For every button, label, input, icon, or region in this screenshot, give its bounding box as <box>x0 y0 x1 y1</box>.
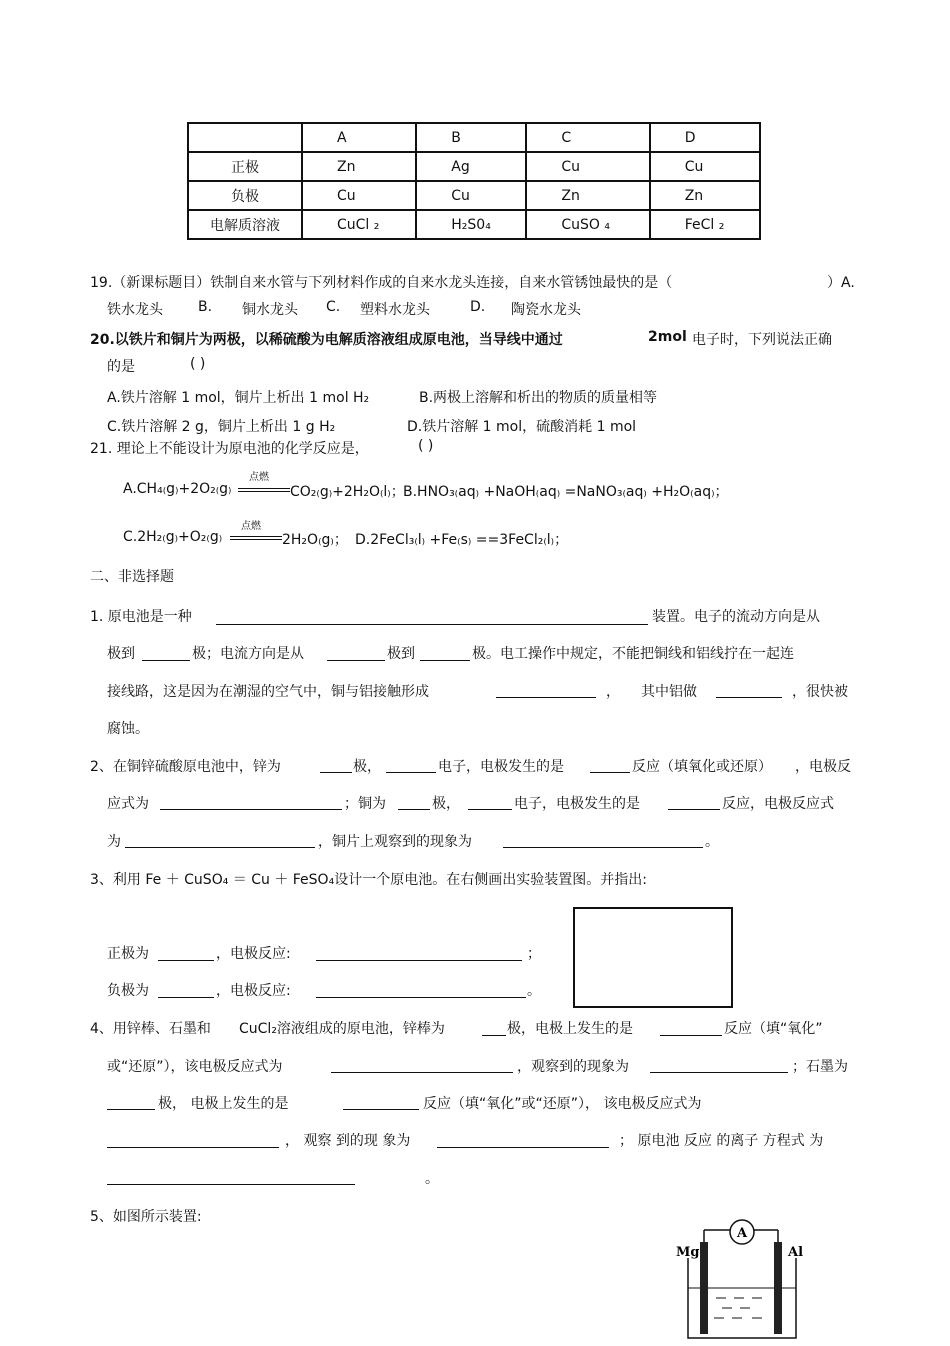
q21-paren: ( ) <box>418 438 434 454</box>
equals-arrow <box>238 488 290 492</box>
q21-stem: 21. 理论上不能设计为原电池的化学反应是， <box>90 441 369 457</box>
section-title: 二、非选择题 <box>90 569 174 585</box>
p3-positive-c: ； <box>527 946 541 962</box>
p4-line4a: ， 观察 到的现 象为 <box>285 1133 411 1149</box>
q21-option-b: B.HNO₃₍aq₎ +NaOH₍aq₎ =NaNO₃₍aq₎ +H₂O₍aq₎； <box>403 484 729 500</box>
blank-input[interactable] <box>650 1072 788 1073</box>
blank-input[interactable] <box>158 960 214 961</box>
blank-input[interactable] <box>668 809 720 810</box>
p2-line1c: 电子，电极发生的是 <box>438 759 564 775</box>
p1-line2b: 极；电流方向是从 <box>192 646 304 662</box>
al-electrode <box>774 1242 782 1334</box>
table-header-a: A <box>302 123 416 152</box>
q21-option-a-left: A.CH₄₍g₎+2O₂₍g₎ <box>123 481 232 497</box>
table-cell: FeCl ₂ <box>650 210 760 239</box>
blank-input[interactable] <box>160 809 342 810</box>
p5-stem: 5、如图所示装置: <box>90 1209 202 1225</box>
blank-input[interactable] <box>331 1072 513 1073</box>
q20-stem-text: 20.以铁片和铜片为两极，以稀硫酸为电解质溶液组成原电池，当导线中通过 <box>90 332 563 348</box>
p1-line3c: 其中铝做 <box>641 684 697 700</box>
q21-option-c-left: C.2H₂₍g₎+O₂₍g₎ <box>123 529 223 545</box>
q19-option-c: 塑料水龙头 <box>360 302 430 318</box>
q19-label-b: B. <box>198 299 213 315</box>
p2-line1e: ，电极反 <box>795 759 851 775</box>
p2-line1b: 极， <box>353 759 381 775</box>
q19-stem-end: ）A. <box>827 275 855 291</box>
blank-input[interactable] <box>398 809 430 810</box>
q20-option-d: D.铁片溶解 1 mol，硫酸消耗 1 mol <box>407 419 637 435</box>
q21-condition-a: 点燃 <box>249 472 269 483</box>
table-cell: CuSO ₄ <box>526 210 649 239</box>
blank-input[interactable] <box>420 660 470 661</box>
p4-line1d: 反应（填“氧化” <box>724 1021 823 1037</box>
p2-line3b: ，铜片上观察到的现象为 <box>318 834 472 850</box>
p4-line2c: ；石墨为 <box>792 1059 848 1075</box>
mg-label: Mg <box>676 1245 700 1260</box>
p4-line2a: 或“还原”），该电极反应式为 <box>107 1059 283 1075</box>
q19-label-c: C. <box>326 299 341 315</box>
q21-condition-c: 点燃 <box>241 521 261 532</box>
p2-line1d: 反应（填氧化或还原） <box>632 759 772 775</box>
p3-stem: 3、利用 Fe ＋ CuSO₄ ＝ Cu ＋ FeSO₄设计一个原电池。在右侧画出实验装置图。并指出: <box>90 872 647 888</box>
row-label-negative: 负极 <box>188 181 302 210</box>
blank-input[interactable] <box>343 1109 419 1110</box>
table-cell: Cu <box>526 152 649 181</box>
p2-line3c: 。 <box>705 834 719 850</box>
blank-input[interactable] <box>468 809 512 810</box>
blank-input[interactable] <box>158 997 214 998</box>
q21-option-a-right: CO₂₍g₎+2H₂O₍l₎； <box>290 484 405 500</box>
table-row <box>188 152 760 181</box>
blank-input[interactable] <box>142 660 190 661</box>
blank-input[interactable] <box>125 847 315 848</box>
p1-line3a: 接线路，这是因为在潮湿的空气中，铜与铝接触形成 <box>107 684 429 700</box>
p4-line4b: ； 原电池 反应 的离子 方程式 为 <box>619 1133 824 1149</box>
blank-input[interactable] <box>590 772 630 773</box>
q19-option-a: 铁水龙头 <box>107 302 163 318</box>
p4-line3a: 极， 电极上发生的是 <box>158 1096 289 1112</box>
table-cell: Cu <box>650 152 760 181</box>
blank-input[interactable] <box>316 997 526 998</box>
table-header-d: D <box>650 123 760 152</box>
q20-stem <box>90 329 563 349</box>
blank-input[interactable] <box>482 1035 506 1036</box>
table-cell: Ag <box>416 152 526 181</box>
p1-line2d: 极。电工操作中规定，不能把铜线和铝线拧在一起连 <box>472 646 794 662</box>
ammeter-label: A <box>736 1226 748 1241</box>
table-cell: Zn <box>302 152 416 181</box>
row-label-positive: 正极 <box>188 152 302 181</box>
p2-line2a: 应式为 <box>107 796 149 812</box>
blank-input[interactable] <box>327 660 385 661</box>
p4-line3b: 反应（填“氧化”或“还原”）， 该电极反应式为 <box>423 1096 702 1112</box>
q19-stem: 19.（新课标题目）铁制自来水管与下列材料作成的自来水龙头连接，自来水管锈蚀最快的是（ <box>90 275 673 291</box>
p1-line4: 腐蚀。 <box>107 721 149 737</box>
options-table <box>187 122 761 240</box>
blank-input[interactable] <box>503 847 703 848</box>
p1-line2a: 极到 <box>107 646 135 662</box>
table-cell: Zn <box>650 181 760 210</box>
blank-input[interactable] <box>660 1035 722 1036</box>
p4-line5: 。 <box>425 1171 439 1187</box>
mg-electrode <box>700 1242 708 1334</box>
blank-input[interactable] <box>386 772 436 773</box>
blank-input[interactable] <box>496 697 596 698</box>
p3-negative-a: 负极为 <box>107 983 149 999</box>
table-cell: H₂S0₄ <box>416 210 526 239</box>
p2-line2c: 极， <box>432 796 460 812</box>
p3-negative-c: 。 <box>527 983 541 999</box>
blank-input[interactable] <box>320 772 352 773</box>
blank-input[interactable] <box>216 624 648 625</box>
electrochemical-cell-diagram <box>670 1212 810 1342</box>
q20-option-a: A.铁片溶解 1 mol，铜片上析出 1 mol H₂ <box>107 390 370 406</box>
p2-line2b: ；铜为 <box>344 796 386 812</box>
q19-option-b: 铜水龙头 <box>242 302 298 318</box>
table-row <box>188 181 760 210</box>
row-label-electrolyte: 电解质溶液 <box>188 210 302 239</box>
solution <box>714 1298 762 1318</box>
table-cell: CuCl ₂ <box>302 210 416 239</box>
q20-stem-end: 电子时，下列说法正确 <box>692 332 832 348</box>
q19-label-d: D. <box>470 299 486 315</box>
q19-option-d: 陶瓷水龙头 <box>511 302 581 318</box>
p3-negative-b: ，电极反应: <box>216 983 291 999</box>
drawing-box[interactable] <box>573 907 733 1008</box>
p2-line2d: 电子，电极发生的是 <box>514 796 640 812</box>
p4-line1c: 极，电极上发生的是 <box>507 1021 633 1037</box>
blank-input[interactable] <box>107 1184 355 1185</box>
table-corner <box>188 123 302 152</box>
blank-input[interactable] <box>716 697 782 698</box>
table-header-row <box>188 123 760 152</box>
q20-option-b: B.两极上溶解和析出的物质的质量相等 <box>419 390 658 406</box>
table-cell: Cu <box>302 181 416 210</box>
q20-paren: ( ) <box>190 356 206 372</box>
p4-line1b: CuCl₂溶液组成的原电池，锌棒为 <box>239 1021 445 1037</box>
p1-line3b: ， <box>606 684 620 700</box>
q21-option-d: D.2FeCl₃₍l₎ +Fe₍s₎ ==3FeCl₂₍l₎； <box>355 532 569 548</box>
al-label: Al <box>788 1245 804 1260</box>
q20-amount: 2mol <box>648 329 687 345</box>
p1-line3d: ，很快被 <box>792 684 848 700</box>
p2-line1a: 2、在铜锌硫酸原电池中，锌为 <box>90 759 281 775</box>
p4-line1a: 4、用锌棒、石墨和 <box>90 1021 211 1037</box>
p2-line3a: 为 <box>107 834 121 850</box>
blank-input[interactable] <box>437 1147 609 1148</box>
table-cell: Zn <box>526 181 649 210</box>
p1-line1a: 1. 原电池是一种 <box>90 609 192 625</box>
blank-input[interactable] <box>107 1147 279 1148</box>
table-row <box>188 210 760 239</box>
q20-line2: 的是 <box>107 359 135 375</box>
q21-option-c-right: 2H₂O₍g₎； <box>282 532 348 548</box>
blank-input[interactable] <box>316 960 522 961</box>
p1-line1b: 装置。电子的流动方向是从 <box>652 609 820 625</box>
q20-option-c: C.铁片溶解 2 g，铜片上析出 1 g H₂ <box>107 419 336 435</box>
table-header-b: B <box>416 123 526 152</box>
blank-input[interactable] <box>107 1109 155 1110</box>
table-header-c: C <box>526 123 649 152</box>
p3-positive-a: 正极为 <box>107 946 149 962</box>
equals-arrow <box>230 536 282 540</box>
p2-line2e: 反应，电极反应式 <box>722 796 834 812</box>
p3-positive-b: ，电极反应: <box>216 946 291 962</box>
table-cell: Cu <box>416 181 526 210</box>
p4-line2b: ，观察到的现象为 <box>517 1059 629 1075</box>
p1-line2c: 极到 <box>387 646 415 662</box>
